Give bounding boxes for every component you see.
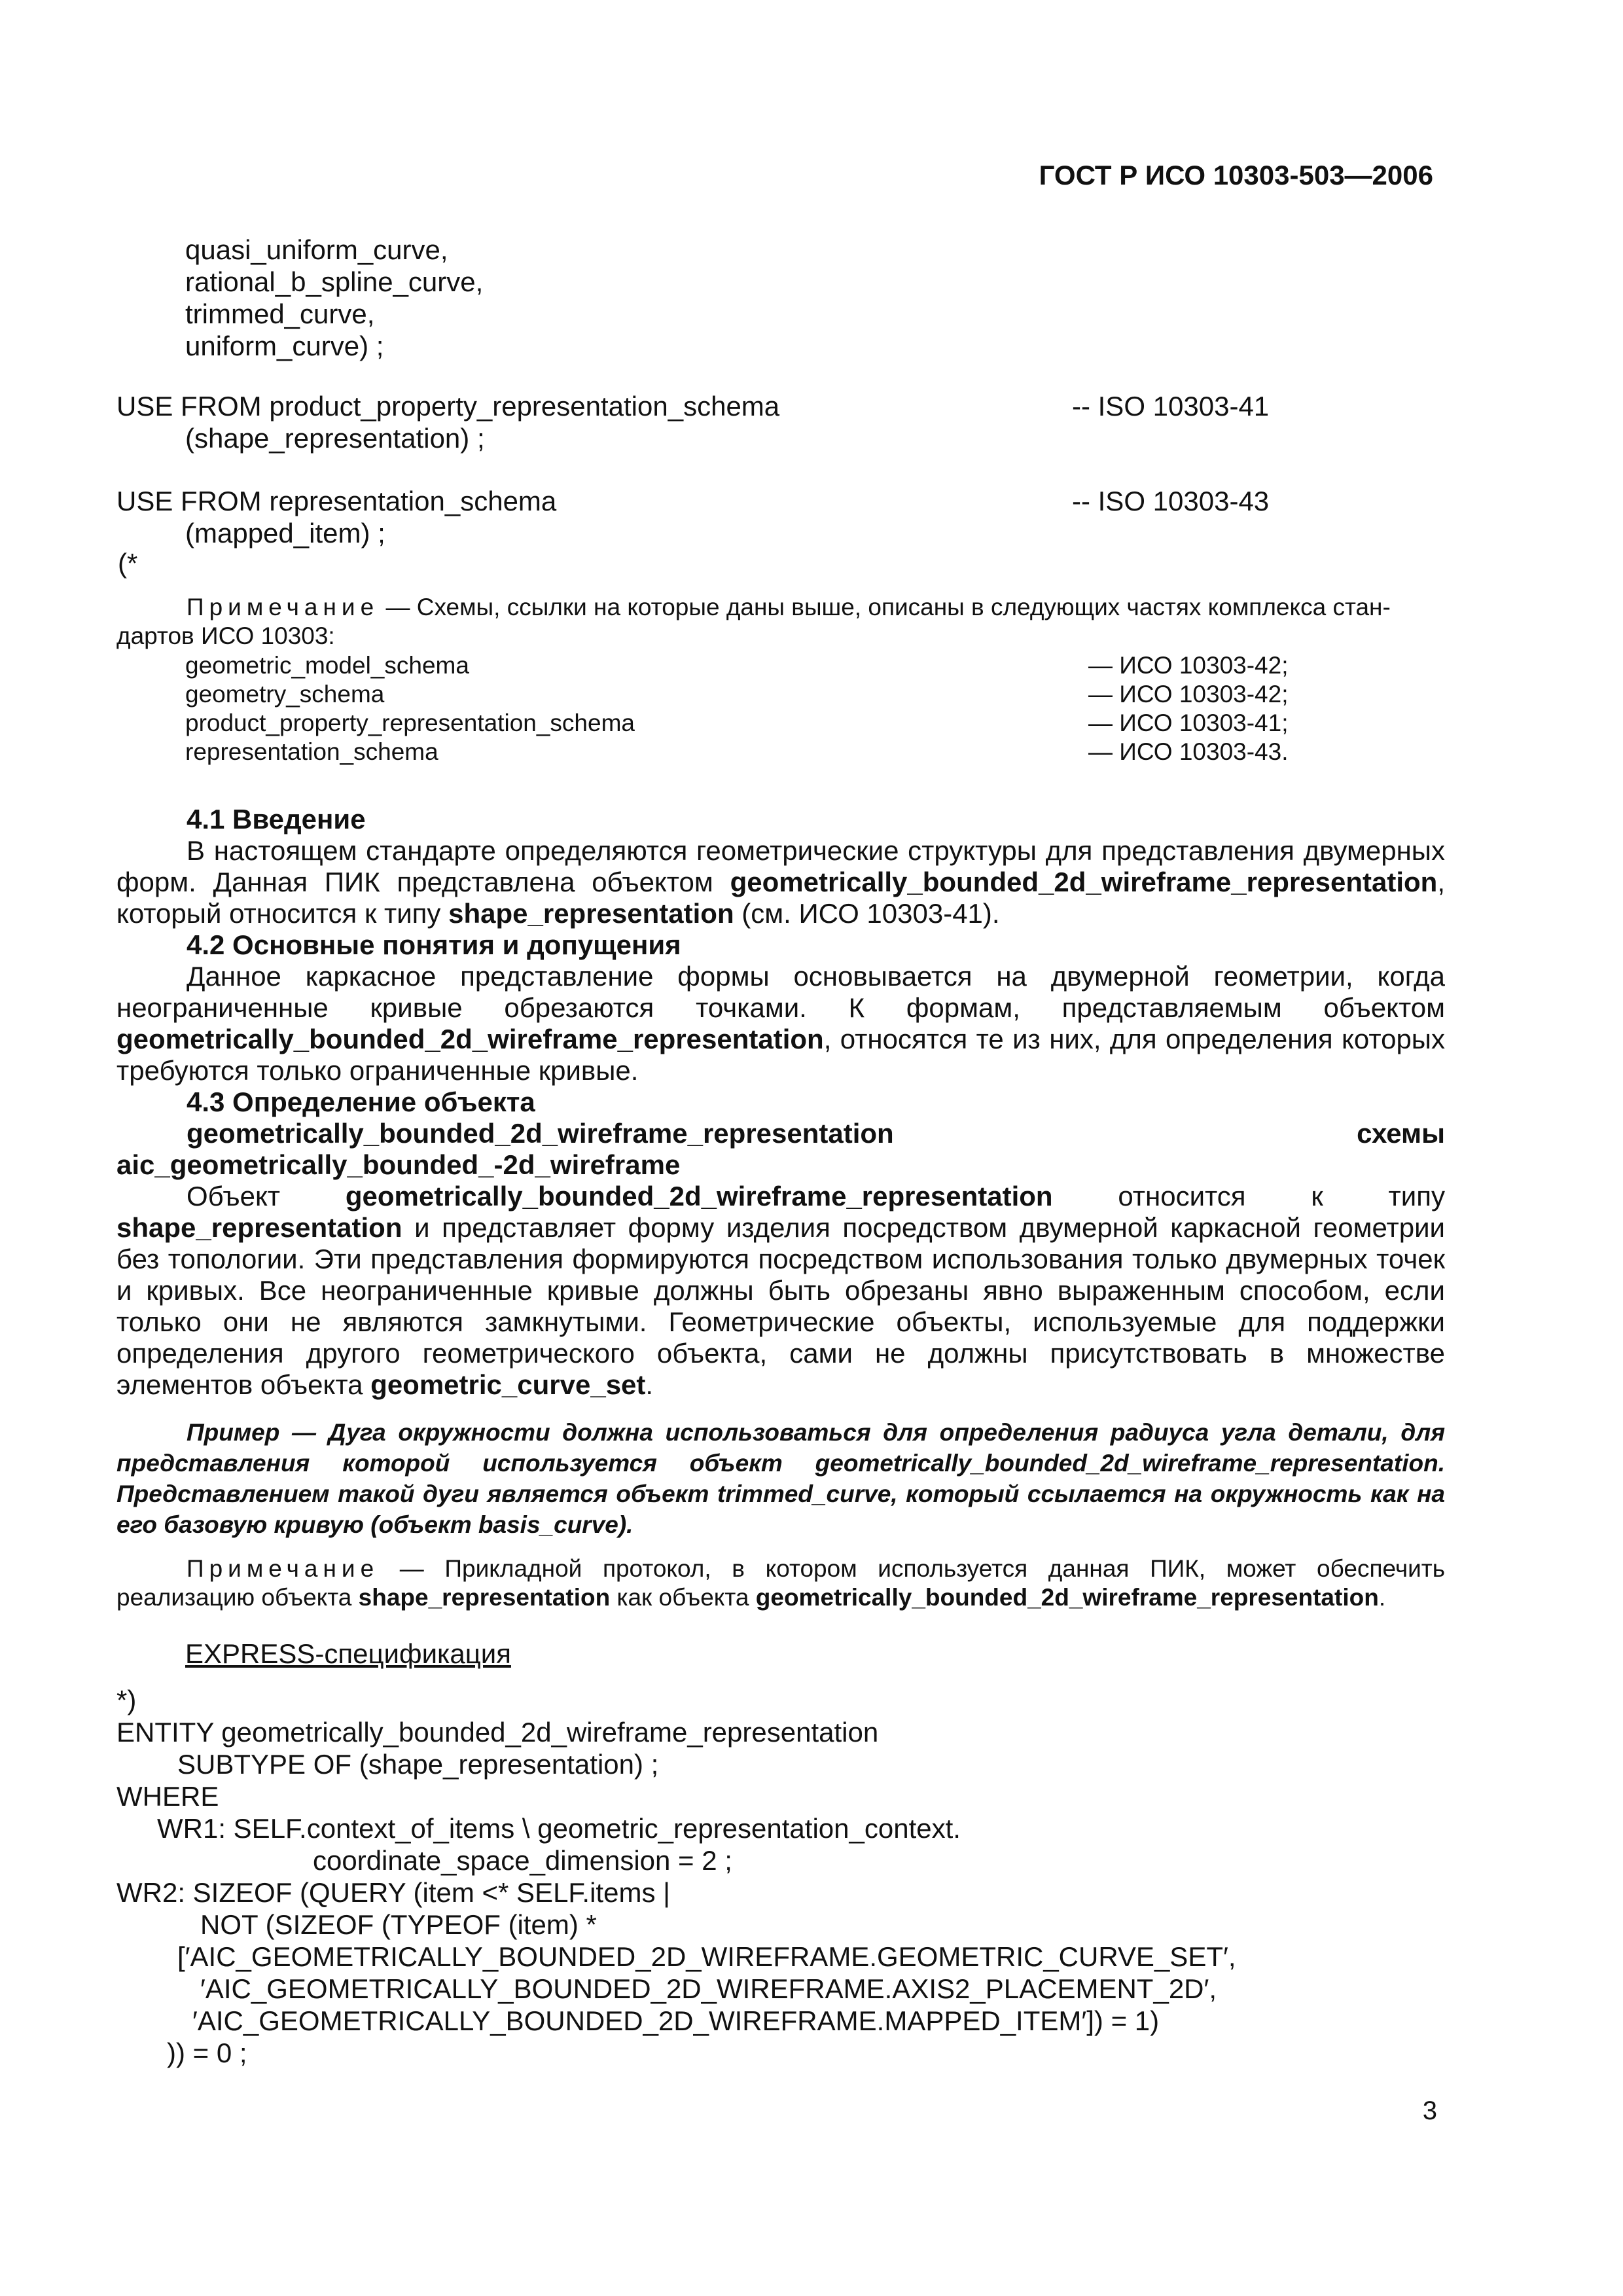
schema-row: product_property_representation_schema — ИСО 10303-41; <box>185 709 1289 736</box>
comment-open: (* <box>118 548 138 579</box>
code-line: coordinate_space_dimension = 2 ; <box>313 1845 732 1876</box>
example-text: Пример — Дуга окружности должна использоваться для определения радиуса угла детали, для представления которой используется объект geometrically_bounded_2d_wireframe_representation. Представлением такой дуги является объект trimmed_curve, который ссылается на окружность как на его базовую кривую (объект basis_curve). <box>116 1419 1445 1538</box>
code-line: NOT (SIZEOF (TYPEOF (item) * <box>200 1909 597 1940</box>
code-line: *) <box>116 1685 137 1715</box>
code-line: rational_b_spline_curve, <box>185 266 484 297</box>
use-from-statement-2 <box>116 485 1294 549</box>
standard-reference: -- ISO 10303-43 <box>1072 486 1270 516</box>
code-line: (shape_representation) ; <box>185 423 485 454</box>
section-paragraph: Данное каркасное представление формы основывается на двумерной геометрии, когда неограниченные кривые обрезаются точками. К формам, представляемым объектом geometrically_bounded_2d_wireframe_representation, относятся те из них, для определения которых требуются только ограниченные кривые. <box>116 961 1445 1086</box>
code-line: quasi_uniform_curve, <box>185 234 448 265</box>
standard-reference: -- ISO 10303-41 <box>1072 391 1270 422</box>
section-paragraph: В настоящем стандарте определяются геометрические структуры для представления двумерных форм. Данная ПИК представлена объектом geometrically_bounded_2d_wireframe_representation, который относится к типу shape_representation (см. ИСО 10303-41). <box>116 835 1445 929</box>
code-line: trimmed_curve, <box>185 298 375 329</box>
code-line: (mapped_item) ; <box>185 518 385 548</box>
express-spec-title: EXPRESS-спецификация <box>185 1638 511 1669</box>
code-continuation-list <box>185 234 483 362</box>
code-line: ENTITY geometrically_bounded_2d_wireframe_representation <box>116 1717 879 1748</box>
code-line: [′AIC_GEOMETRICALLY_BOUNDED_2D_WIREFRAME.GEOMETRIC_CURVE_SET′, <box>177 1941 1236 1972</box>
code-line: SUBTYPE OF (shape_representation) ; <box>177 1749 659 1780</box>
express-code-block <box>116 1684 1236 2069</box>
code-line: ′AIC_GEOMETRICALLY_BOUNDED_2D_WIREFRAME.AXIS2_PLACEMENT_2D′, <box>200 1973 1217 2004</box>
code-line: USE FROM product_property_representation_schema <box>116 391 780 422</box>
section-heading: 4.3 Определение объекта <box>187 1086 535 1117</box>
schema-row: representation_schema — ИСО 10303-43. <box>185 738 1289 765</box>
section-subheading: geometrically_bounded_2d_wireframe_representation схемы aic_geometrically_bounded_-2d_wireframe <box>116 1118 1445 1180</box>
note-application-protocol: Примечание — Прикладной протокол, в котором используется данная ПИК, может обеспечить реализацию объекта shape_representation как объекта geometrically_bounded_2d_wireframe_representation. <box>116 1555 1445 1611</box>
code-line: )) = 0 ; <box>167 2037 247 2068</box>
section-heading: 4.2 Основные понятия и допущения <box>187 929 681 960</box>
note-text: — Схемы, ссылки на которые даны выше, описаны в следующих частях комплекса стан- <box>379 594 1391 620</box>
code-line: WR1: SELF.context_of_items \ geometric_representation_context. <box>157 1813 961 1844</box>
note-schemas <box>116 593 1445 766</box>
page-number: 3 <box>1422 2096 1437 2125</box>
document-header: ГОСТ Р ИСО 10303-503—2006 <box>1039 160 1433 190</box>
schema-row: geometric_model_schema — ИСО 10303-42; <box>185 652 1289 679</box>
code-line: ′AIC_GEOMETRICALLY_BOUNDED_2D_WIREFRAME.MAPPED_ITEM′]) = 1) <box>192 2005 1160 2036</box>
code-line: uniform_curve) ; <box>185 331 384 361</box>
section-paragraph: Объект geometrically_bounded_2d_wireframe_representation относится к типу shape_representation и представляет форму изделия посредством двумерной каркасной геометрии без топологии. Эти представления формируются посредством использования только двумерных точек и кривых. Все неограниченные кривые должны быть обрезаны явно выраженным способом, если только они не являются замкнутыми. Геометрические объекты, используемые для поддержки определения другого геометрического объекта, сами не должны присутствовать в множестве элементов объекта geometric_curve_set. <box>116 1181 1445 1400</box>
code-line: WR2: SIZEOF (QUERY (item <* SELF.items | <box>116 1877 671 1908</box>
note-label: Примечание <box>187 594 380 620</box>
code-line: USE FROM representation_schema <box>116 486 557 516</box>
note-label: Примечание <box>187 1555 380 1582</box>
use-from-statement-1 <box>116 390 1294 454</box>
section-heading: 4.1 Введение <box>187 804 366 834</box>
schema-row: geometry_schema — ИСО 10303-42; <box>185 681 1289 708</box>
code-line: WHERE <box>116 1781 219 1812</box>
section-4-1 <box>116 804 1445 1401</box>
schema-list <box>116 651 1445 766</box>
note-text-line2: дартов ИСО 10303: <box>116 622 335 649</box>
